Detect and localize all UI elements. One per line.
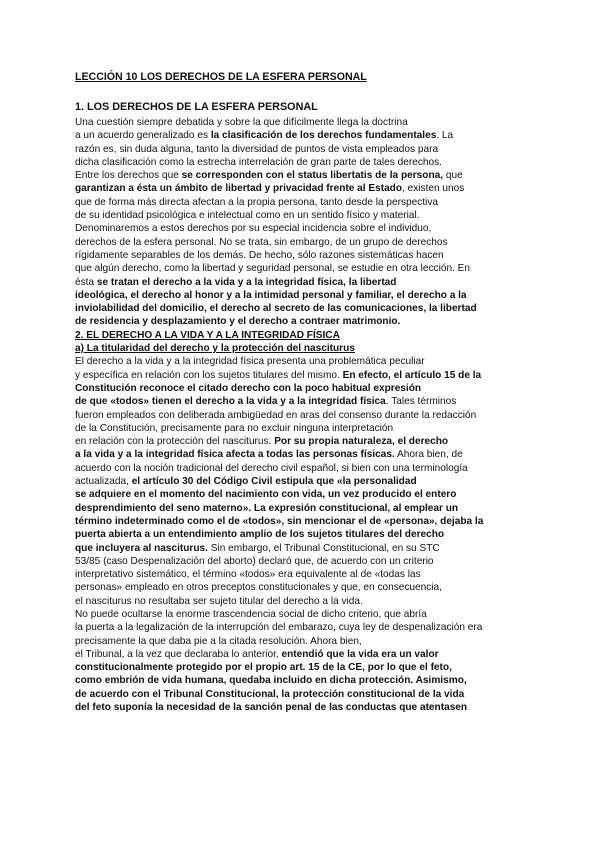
text-segment: se tratan el derecho a la vida y a la integridad física, la libertad	[96, 276, 397, 288]
text-segment: , existen unos	[402, 183, 465, 195]
text-line	[75, 568, 535, 581]
text-line	[75, 395, 535, 408]
text-line	[75, 342, 535, 355]
section-heading-1: 1. LOS DERECHOS DE LA ESFERA PERSONAL	[75, 101, 318, 113]
text-segment: se adquiere en el momento del nacimiento con vida, un vez producido el entero	[75, 489, 457, 501]
text-line	[75, 156, 535, 169]
text-line	[75, 635, 535, 648]
text-segment: que de forma más directa afectan a la propia persona, tanto desde la perspectiva	[75, 196, 439, 208]
text-line	[75, 315, 535, 328]
text-line	[75, 502, 535, 515]
text-line	[75, 475, 535, 488]
text-segment: del feto suponía la necesidad de la sanción penal de las conductas que atentasen	[75, 702, 468, 714]
text-segment: que incluyera al nasciturus.	[75, 542, 208, 554]
lesson-title: LECCIÓN 10 LOS DERECHOS DE LA ESFERA PERSONAL	[75, 71, 367, 83]
text-line	[75, 289, 535, 302]
text-line	[75, 382, 535, 395]
text-segment: que	[443, 170, 463, 182]
text-segment: de residencia y desplazamiento y el derecho a contraer matrimonio.	[75, 316, 401, 328]
text-segment: el artículo 30 del Código Civil estipula que «la personalidad	[131, 476, 417, 488]
text-segment: personas» empleado en otros preceptos constitucionales y que, en consecuencia,	[75, 582, 442, 594]
text-segment: que algún derecho, como la libertad y seguridad personal, se estudie en otra lección. En	[75, 263, 471, 275]
document-body	[75, 116, 535, 714]
text-line	[75, 581, 535, 594]
text-segment: desprendimiento del seno materno». La expresión constitucional, al emplear un	[75, 502, 459, 514]
text-line	[75, 608, 535, 621]
text-segment: como embrión de vida humana, quedaba incluido en dicha protección. Asimismo,	[75, 675, 467, 687]
text-segment: la puerta a la legalización de la interrupción del embarazo, cuya ley de despenalización era	[75, 622, 483, 634]
text-line	[75, 262, 535, 275]
text-segment: a) La titularidad del derecho y la protección del nasciturus	[75, 343, 355, 355]
text-segment: y específica en relación con los sujetos titulares del mismo.	[75, 369, 343, 381]
text-segment: Sin embargo, el Tribunal Constitucional, en su STC	[207, 542, 440, 554]
text-segment: dicha clasificación como la estrecha interrelación de gran parte de tales derechos.	[75, 156, 442, 168]
text-line	[75, 701, 535, 714]
text-segment: en relación con la protección del nasciturus.	[75, 436, 275, 448]
text-segment: garantizan a ésta un ámbito de libertad y privacidad frente al Estado	[75, 183, 403, 195]
text-line	[75, 661, 535, 674]
text-line	[75, 621, 535, 634]
text-line	[75, 169, 535, 182]
text-line	[75, 409, 535, 422]
text-segment: Entre los derechos que	[75, 170, 182, 182]
text-segment: entendió que la vida era un valor	[281, 648, 439, 660]
text-segment: derechos de la esfera personal. No se trata, sin embargo, de un grupo de derechos	[75, 236, 448, 248]
text-line	[75, 528, 535, 541]
text-line	[75, 209, 535, 222]
text-line	[75, 116, 535, 129]
text-segment: 53/85 (caso Despenalización del aborto) declaró que, de acuerdo con un criterio	[75, 555, 434, 567]
text-segment: se corresponden con el status libertatis de la persona,	[181, 170, 444, 182]
text-segment: Por su propia naturaleza, el derecho	[274, 436, 449, 448]
text-segment: razón es, sin duda alguna, tanto la diversidad de puntos de vista empleados para	[75, 143, 439, 155]
text-segment: rígidamente separables de los demás. De hecho, sólo razones sistemáticas hacen	[75, 249, 444, 261]
text-line	[75, 196, 535, 209]
text-line	[75, 488, 535, 501]
text-segment: . Tales términos	[385, 396, 457, 408]
text-segment: . La	[436, 130, 454, 142]
text-line	[75, 448, 535, 461]
text-segment: ideológica, el derecho al honor y a la intimidad personal y familiar, el derecho a la	[75, 289, 467, 301]
text-line	[75, 435, 535, 448]
text-segment: Una cuestión siempre debatida y sobre la que difícilmente llega la doctrina	[75, 117, 408, 128]
text-segment: Denominaremos a estos derechos por su especial incidencia sobre el individuo,	[75, 223, 432, 235]
text-segment: Constitución reconoce el citado derecho con la poco habitual expresión	[75, 382, 422, 394]
text-segment: término indeterminado como el de «todos», sin mencionar el de «persona», dejaba la	[75, 515, 484, 527]
text-segment: de que «todos» tienen el derecho a la vida y a la integridad física	[75, 396, 386, 408]
text-line	[75, 369, 535, 382]
text-segment: constitucionalmente protegido por el propio art. 15 de la CE, por lo que el feto,	[75, 662, 452, 674]
text-segment: interpretativo sistemático, el término «todos» era equivalente al de «todas las	[75, 569, 421, 581]
text-segment: No puede ocultarse la enorme trascendencia social de dicho criterio, que abría	[75, 608, 427, 620]
text-line	[75, 555, 535, 568]
text-segment: a la vida y a la integridad física afecta a todas las personas físicas.	[75, 449, 395, 461]
text-line	[75, 302, 535, 315]
text-segment: de la Constitución, precisamente para no excluir ninguna interpretación	[75, 422, 394, 434]
text-line	[75, 236, 535, 249]
text-line	[75, 674, 535, 687]
text-line	[75, 648, 535, 661]
text-segment: El derecho a la vida y a la integridad física presenta una problemática peculiar	[75, 356, 425, 368]
text-segment: inviolabilidad del domicilio, el derecho al secreto de las comunicaciones, la libertad	[75, 303, 477, 315]
text-segment: a un acuerdo generalizado es	[75, 130, 211, 142]
text-segment: de su identidad psicológica e intelectual como en un sentido físico y material.	[75, 210, 420, 222]
text-line	[75, 462, 535, 475]
text-line	[75, 515, 535, 528]
text-line	[75, 542, 535, 555]
text-segment: precisamente la que daba pie a la citada resolución. Ahora bien,	[75, 635, 362, 647]
text-line	[75, 329, 535, 342]
text-segment: ésta	[75, 276, 97, 288]
text-segment: actualizada,	[75, 476, 132, 488]
text-line	[75, 222, 535, 235]
text-segment: el Tribunal, a la vez que declaraba lo anterior,	[75, 648, 282, 660]
text-segment: el nasciturus no resultaba ser sujeto titular del derecho a la vida.	[75, 595, 363, 607]
text-segment: de acuerdo con el Tribunal Constitucional, la protección constitucional de la vida	[75, 688, 465, 700]
text-segment: acuerdo con la noción tradicional del derecho civil español, si bien con una terminología	[75, 462, 468, 474]
text-line	[75, 276, 535, 289]
text-line	[75, 182, 535, 195]
text-segment: la clasificación de los derechos fundamentales	[210, 130, 437, 142]
text-segment: 2. EL DERECHO A LA VIDA Y A LA INTEGRIDAD FÍSICA	[75, 329, 340, 341]
text-segment: puerta abierta a un entendimiento amplio de los sujetos titulares del derecho	[75, 529, 445, 541]
text-segment: Ahora bien, de	[394, 449, 463, 461]
text-line	[75, 595, 535, 608]
text-line	[75, 143, 535, 156]
text-line	[75, 249, 535, 262]
text-segment: fueron empleados con deliberada ambigüedad en aras del consenso durante la redacción	[75, 409, 477, 421]
text-line	[75, 688, 535, 701]
text-line	[75, 129, 535, 142]
text-segment: En efecto, el artículo 15 de la	[342, 369, 482, 381]
text-line	[75, 422, 535, 435]
text-line	[75, 355, 535, 368]
